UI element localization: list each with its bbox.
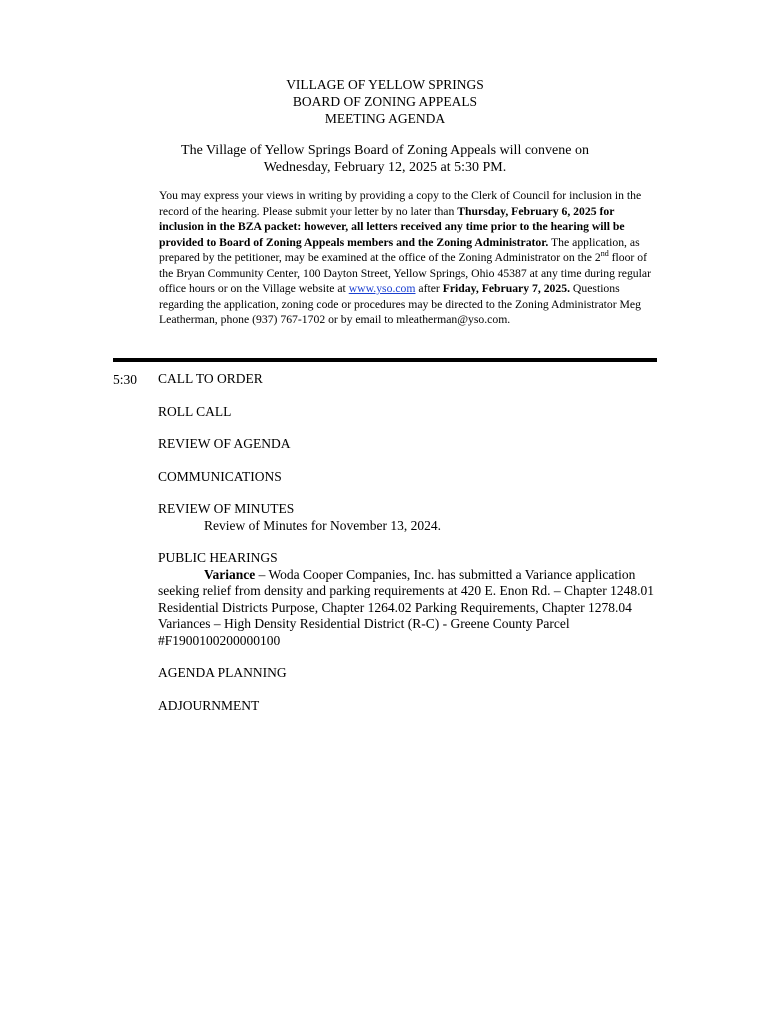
section-divider: [113, 358, 657, 362]
notice-text-1: You may express your views in writing by providing a copy to the Clerk of Council for inclusion in the record of the hearing. Please submit your letter by no later than: [159, 189, 642, 218]
agenda-item-adjournment: [158, 698, 658, 715]
notice-text-5: Questions regarding the application, zoning code or procedures may be directed to the Zoning Administrator Meg Leatherman, phone (937) 767-1702 or by email to mleatherman@yso.com.: [159, 282, 641, 326]
public-comment-notice: [159, 188, 655, 328]
notice-text-3: floor of the Bryan Community Center, 100 Dayton Street, Yellow Springs, Ohio 45387 at any time during regular office hours or on the Village website at: [159, 251, 651, 295]
agenda-item-label: COMMUNICATIONS: [158, 468, 282, 484]
document-header: [0, 76, 770, 127]
agenda-item-communications: [158, 469, 658, 486]
agenda-item-review-of-minutes: [158, 501, 658, 534]
header-board-name: BOARD OF ZONING APPEALS: [292, 94, 478, 109]
notice-availability-date: Friday, February 7, 2025.: [442, 282, 570, 295]
agenda-item-label: AGENDA PLANNING: [158, 665, 287, 680]
agenda-item-label: PUBLIC HEARINGS: [158, 550, 278, 565]
notice-deadline-bold: Thursday, February 6, 2025 for inclusion in the BZA packet: however, all letters received any time prior to the hearing will be provided to Board of Zoning Appeals members and the Zoning Administrator.: [159, 204, 625, 249]
variance-text: – Woda Cooper Companies, Inc. has submitted a Variance application seeking relief from density and parking requirements at 420 E. Enon Rd. – Chapter 1248.01 Residential Districts Purpose, Chapter 1264.02 Parking Requirements, Chapter 1278.04 Variances – High Density Residential District (R-C) - Greene County Parcel #F1900100200000100: [158, 566, 655, 648]
agenda-item-label: ROLL CALL: [158, 403, 232, 419]
agenda-items: [158, 371, 658, 730]
agenda-item-roll-call: [158, 404, 658, 421]
meeting-start-time: 5:30: [113, 372, 138, 387]
notice-text-2: The application, as prepared by the petitioner, may be examined at the office of the Zoning Administrator on the 2: [159, 235, 640, 264]
notice-text-4: after: [415, 282, 443, 295]
agenda-item-call-to-order: [158, 371, 658, 388]
agenda-item-label: REVIEW OF MINUTES: [158, 501, 295, 516]
header-document-type: MEETING AGENDA: [324, 111, 446, 126]
agenda-item-detail: Review of Minutes for November 13, 2024.: [204, 517, 441, 533]
meeting-announcement: [150, 142, 620, 176]
village-website-link[interactable]: www.yso.com: [348, 282, 416, 295]
agenda-item-agenda-planning: [158, 665, 658, 682]
agenda-item-public-hearings: [158, 550, 658, 649]
agenda-item-label: CALL TO ORDER: [158, 371, 263, 386]
header-village-name: VILLAGE OF YELLOW SPRINGS: [286, 77, 484, 92]
agenda-item-review-of-agenda: [158, 436, 658, 453]
agenda-item-label: REVIEW OF AGENDA: [158, 436, 291, 451]
agenda-item-label: ADJOURNMENT: [158, 697, 260, 713]
announcement-line-2: Wednesday, February 12, 2025 at 5:30 PM.: [263, 160, 507, 175]
variance-label: Variance: [204, 566, 256, 582]
notice-superscript: nd: [600, 249, 609, 259]
variance-hearing-description: [158, 567, 658, 650]
announcement-line-1: The Village of Yellow Springs Board of Zoning Appeals will convene on: [181, 143, 589, 158]
